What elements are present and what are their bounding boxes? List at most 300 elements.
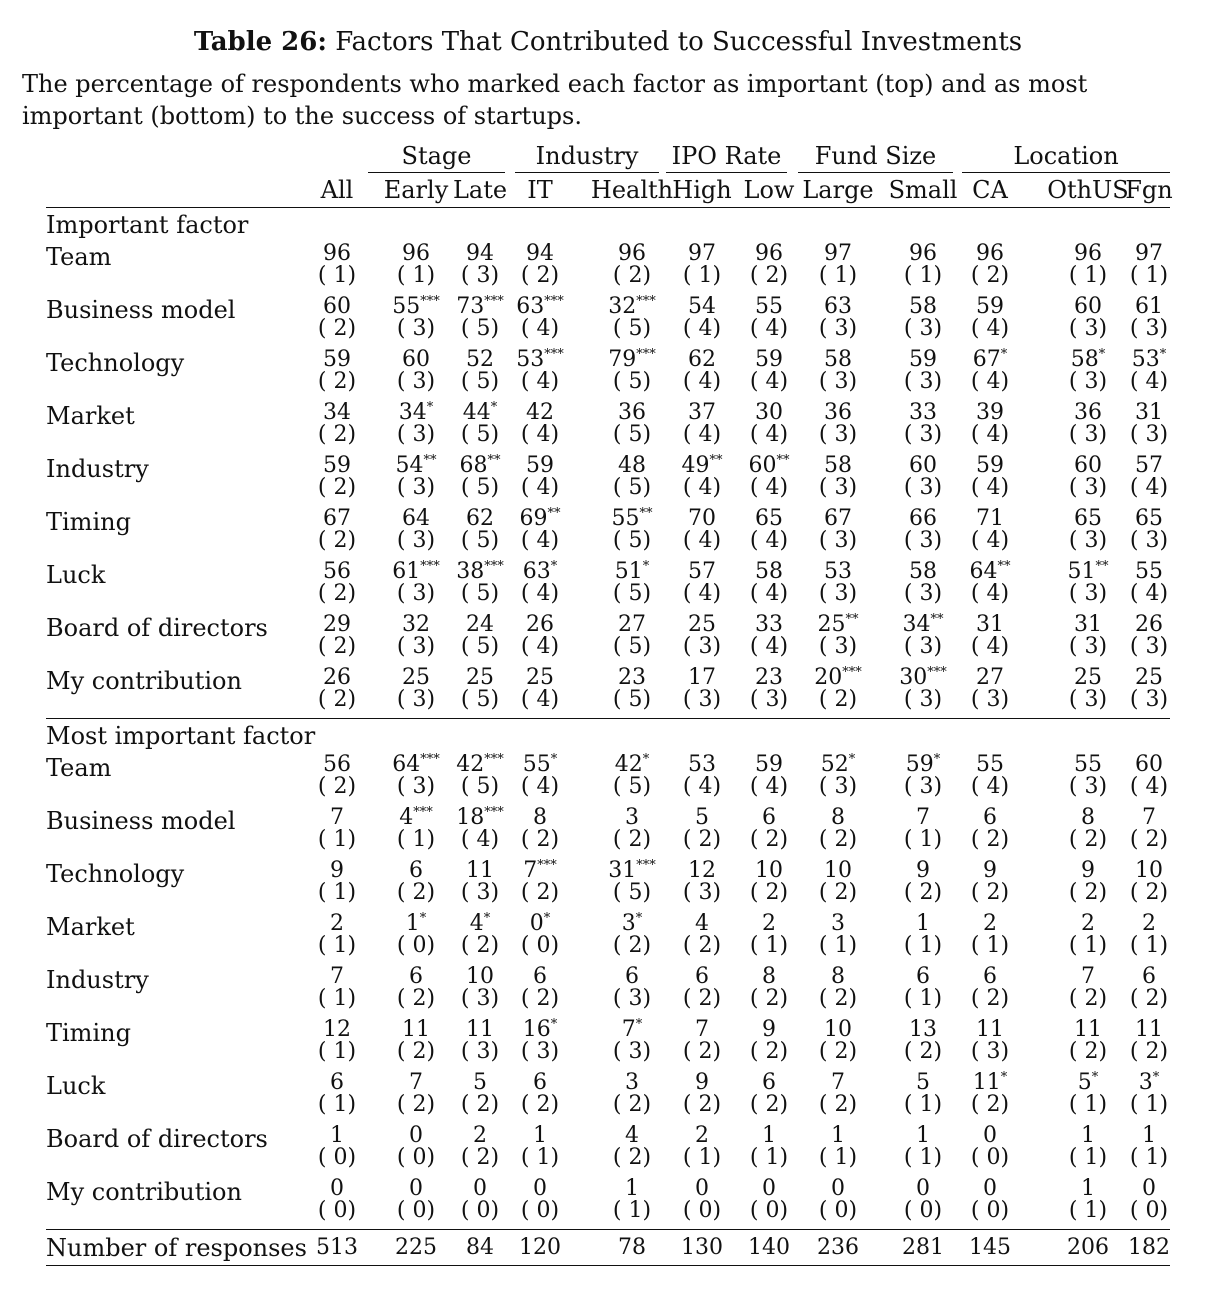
significance-stars: * <box>1000 1070 1008 1085</box>
table-cell <box>667 612 737 658</box>
cell-percent <box>667 294 737 318</box>
cell-rank: ( 2) <box>903 880 943 905</box>
table-cell <box>597 294 667 340</box>
cell-percent <box>888 805 958 829</box>
table-cell <box>803 752 873 798</box>
responses-row <box>46 1231 1170 1265</box>
cell-value: 0 <box>409 1176 423 1201</box>
cell-value: 6 <box>983 805 997 830</box>
cell-percent <box>803 1017 873 1041</box>
table-cell <box>381 858 451 904</box>
response-count: 140 <box>748 1235 790 1260</box>
cell-rank: ( 2) <box>903 1039 943 1064</box>
cell-value: 32 <box>608 294 637 319</box>
cell-value: 29 <box>323 612 351 637</box>
cell-value: 6 <box>625 964 639 989</box>
cell-value: 32 <box>402 612 430 637</box>
cell-percent <box>302 911 372 935</box>
cell-rank: ( 4) <box>749 369 789 394</box>
significance-stars: *** <box>927 665 947 680</box>
cell-rank: ( 1) <box>317 1039 357 1064</box>
cell-percent <box>1053 858 1123 882</box>
cell-value: 3 <box>625 1070 639 1095</box>
cell-rank: ( 3) <box>1068 475 1108 500</box>
cell-rank: ( 2) <box>682 933 722 958</box>
cell-rank: ( 4) <box>1129 369 1169 394</box>
table-cell <box>888 665 958 711</box>
cell-percent <box>803 665 873 689</box>
cell-value: 4 <box>469 911 484 936</box>
cell-percent <box>381 453 451 477</box>
cell-percent <box>381 805 451 829</box>
cell-value: 62 <box>466 506 494 531</box>
cell-value: 7 <box>916 805 930 830</box>
significance-stars: * <box>1098 347 1106 362</box>
cell-rank: ( 3) <box>396 316 436 341</box>
cell-percent <box>803 1176 873 1200</box>
cell-value: 59 <box>526 453 554 478</box>
cell-rank: ( 4) <box>520 475 560 500</box>
cell-value: 11 <box>1074 1017 1102 1042</box>
table-cell <box>1114 752 1184 798</box>
significance-stars: *** <box>537 858 557 873</box>
table-cell <box>667 964 737 1010</box>
cell-value: 6 <box>409 858 423 883</box>
significance-stars: ** <box>997 559 1011 574</box>
cell-value: 25 <box>1135 665 1163 690</box>
table-row <box>46 506 1170 559</box>
cell-percent <box>1114 964 1184 988</box>
column-group-rule <box>515 172 659 173</box>
cell-rank: ( 2) <box>1068 1039 1108 1064</box>
cell-value: 59 <box>323 453 351 478</box>
column-group-ipo-rate <box>666 141 787 171</box>
cell-rank: ( 3) <box>612 986 652 1011</box>
table-cell <box>381 453 451 499</box>
table-cell <box>505 294 575 340</box>
cell-percent <box>1114 805 1184 829</box>
cell-rank: ( 3) <box>396 422 436 447</box>
cell-value: 63 <box>824 294 852 319</box>
cell-percent <box>955 612 1025 636</box>
row-label: Luck <box>46 1072 106 1100</box>
cell-percent <box>1053 294 1123 318</box>
cell-value: 33 <box>909 400 937 425</box>
significance-stars: * <box>483 911 491 926</box>
cell-value: 10 <box>1135 858 1163 883</box>
table-cell <box>667 1017 737 1063</box>
cell-percent <box>888 752 958 776</box>
table-row <box>46 911 1170 964</box>
cell-percent <box>1053 665 1123 689</box>
cell-value: 55 <box>1074 752 1102 777</box>
cell-value: 42 <box>456 752 485 777</box>
cell-rank: ( 3) <box>903 422 943 447</box>
table-cell <box>734 1070 804 1116</box>
table-row <box>46 1070 1170 1123</box>
cell-percent <box>667 1123 737 1147</box>
significance-stars: ** <box>547 506 561 521</box>
cell-rank: ( 1) <box>317 1092 357 1117</box>
cell-percent <box>955 858 1025 882</box>
cell-rank: ( 4) <box>749 475 789 500</box>
table-cell <box>1053 612 1123 658</box>
cell-value: 60 <box>323 294 351 319</box>
cell-rank: ( 4) <box>520 634 560 659</box>
cell-percent <box>505 1070 575 1094</box>
table-cell <box>1053 347 1123 393</box>
table-number: Table 26: <box>193 27 327 57</box>
table-cell <box>734 294 804 340</box>
cell-percent <box>803 964 873 988</box>
cell-rank: ( 0) <box>682 1198 722 1223</box>
cell-value: 53 <box>824 559 852 584</box>
significance-stars: *** <box>544 347 564 362</box>
cell-value: 1 <box>916 911 930 936</box>
table-row <box>46 294 1170 347</box>
table-cell <box>1114 400 1184 446</box>
cell-rank: ( 1) <box>1068 263 1108 288</box>
cell-value: 58 <box>755 559 783 584</box>
cell-rank: ( 0) <box>396 933 436 958</box>
cell-percent <box>734 1017 804 1041</box>
cell-percent <box>734 453 804 477</box>
cell-value: 53 <box>516 347 545 372</box>
table-cell <box>955 506 1025 552</box>
cell-value: 79 <box>608 347 637 372</box>
cell-percent <box>1053 559 1123 583</box>
table-title-text: Factors That Contributed to Successful Investments <box>335 27 1023 57</box>
table-cell <box>505 453 575 499</box>
cell-value: 65 <box>1074 506 1102 531</box>
column-group-label: Stage <box>401 142 472 170</box>
cell-rank: ( 2) <box>460 933 500 958</box>
significance-stars: ** <box>487 453 501 468</box>
table-cell <box>955 453 1025 499</box>
table-cell <box>667 858 737 904</box>
cell-value: 8 <box>831 805 845 830</box>
cell-percent <box>597 911 667 935</box>
table-cell <box>734 805 804 851</box>
table-cell <box>955 241 1025 287</box>
table-cell <box>734 858 804 904</box>
cell-rank: ( 2) <box>682 827 722 852</box>
table-cell <box>803 858 873 904</box>
table-cell <box>888 559 958 605</box>
cell-value: 10 <box>824 1017 852 1042</box>
cell-rank: ( 4) <box>520 687 560 712</box>
cell-rank: ( 2) <box>682 1039 722 1064</box>
cell-percent <box>955 805 1025 829</box>
cell-percent <box>597 506 667 530</box>
table-cell <box>505 347 575 393</box>
cell-percent <box>597 1176 667 1200</box>
cell-percent <box>955 400 1025 424</box>
cell-percent <box>1114 347 1184 371</box>
table-row <box>46 665 1170 718</box>
cell-value: 53 <box>1131 347 1160 372</box>
cell-percent <box>381 241 451 265</box>
cell-value: 70 <box>688 506 716 531</box>
table-cell <box>505 911 575 957</box>
cell-value: 55 <box>611 506 640 531</box>
cell-rank: ( 2) <box>317 774 357 799</box>
cell-value: 10 <box>466 964 494 989</box>
significance-stars: * <box>543 911 551 926</box>
table-cell <box>381 1123 451 1169</box>
cell-rank: ( 2) <box>749 1039 789 1064</box>
table-cell <box>1114 612 1184 658</box>
cell-value: 59 <box>976 453 1004 478</box>
cell-rank: ( 4) <box>520 774 560 799</box>
column-header-small: Small <box>888 176 958 204</box>
cell-value: 1 <box>625 1176 639 1201</box>
cell-rank: ( 2) <box>612 1092 652 1117</box>
cell-rank: ( 1) <box>818 263 858 288</box>
table-cell <box>803 241 873 287</box>
cell-rank: ( 2) <box>970 827 1010 852</box>
cell-rank: ( 2) <box>396 880 436 905</box>
cell-value: 58 <box>909 559 937 584</box>
cell-rank: ( 3) <box>903 528 943 553</box>
cell-value: 5 <box>473 1070 487 1095</box>
table-row <box>46 858 1170 911</box>
table-row <box>46 805 1170 858</box>
cell-value: 54 <box>395 453 424 478</box>
cell-value: 25 <box>817 612 846 637</box>
cell-percent <box>888 506 958 530</box>
cell-percent <box>302 294 372 318</box>
table-cell <box>1053 911 1123 957</box>
cell-rank: ( 2) <box>396 1039 436 1064</box>
table-cell <box>1114 559 1184 605</box>
cell-percent <box>505 911 575 935</box>
cell-value: 7 <box>1081 964 1095 989</box>
cell-percent <box>597 964 667 988</box>
significance-stars: *** <box>484 805 504 820</box>
row-label: Industry <box>46 966 149 994</box>
cell-rank: ( 3) <box>396 369 436 394</box>
cell-value: 30 <box>899 665 928 690</box>
table-title <box>0 26 1212 58</box>
table-cell <box>381 1017 451 1063</box>
cell-value: 67 <box>824 506 852 531</box>
cell-rank: ( 2) <box>970 986 1010 1011</box>
table-cell <box>667 506 737 552</box>
cell-rank: ( 1) <box>749 933 789 958</box>
cell-rank: ( 5) <box>612 422 652 447</box>
cell-percent <box>667 665 737 689</box>
table-cell <box>302 1070 372 1116</box>
cell-rank: ( 2) <box>749 986 789 1011</box>
cell-percent <box>302 347 372 371</box>
cell-rank: ( 4) <box>520 581 560 606</box>
cell-rank: ( 0) <box>903 1198 943 1223</box>
cell-value: 1 <box>831 1123 845 1148</box>
cell-percent <box>955 1123 1025 1147</box>
cell-value: 2 <box>762 911 776 936</box>
cell-value: 26 <box>526 612 554 637</box>
cell-percent <box>888 612 958 636</box>
significance-stars: *** <box>544 294 564 309</box>
table-cell <box>955 964 1025 1010</box>
column-header-late: Late <box>452 176 508 204</box>
cell-rank: ( 2) <box>1129 986 1169 1011</box>
cell-value: 55 <box>392 294 421 319</box>
column-header-row <box>46 174 1173 207</box>
row-label: Business model <box>46 296 236 324</box>
cell-percent <box>1114 1176 1184 1200</box>
cell-percent <box>505 453 575 477</box>
cell-value: 9 <box>983 858 997 883</box>
row-label: Industry <box>46 455 149 483</box>
cell-value: 5 <box>1077 1070 1092 1095</box>
cell-percent <box>803 1070 873 1094</box>
cell-value: 58 <box>909 294 937 319</box>
table-cell <box>803 559 873 605</box>
cell-rank: ( 1) <box>1129 933 1169 958</box>
cell-value: 51 <box>1067 559 1096 584</box>
cell-percent <box>955 1070 1025 1094</box>
cell-value: 44 <box>462 400 491 425</box>
cell-value: 51 <box>614 559 643 584</box>
table-cell <box>667 400 737 446</box>
cell-percent <box>667 858 737 882</box>
cell-value: 20 <box>814 665 843 690</box>
table-cell <box>1114 506 1184 552</box>
column-group-stage <box>368 141 505 171</box>
cell-value: 36 <box>618 400 646 425</box>
table-cell <box>597 1017 667 1063</box>
cell-percent <box>734 964 804 988</box>
cell-rank: ( 3) <box>1129 422 1169 447</box>
cell-value: 33 <box>755 612 783 637</box>
cell-rank: ( 2) <box>520 827 560 852</box>
table-cell <box>955 665 1025 711</box>
cell-rank: ( 1) <box>970 933 1010 958</box>
significance-stars: *** <box>484 294 504 309</box>
table-cell <box>1053 1176 1123 1222</box>
table-cell <box>505 506 575 552</box>
cell-rank: ( 2) <box>460 1092 500 1117</box>
cell-rank: ( 2) <box>1129 827 1169 852</box>
table-row <box>46 347 1170 400</box>
table-cell <box>597 858 667 904</box>
table-cell <box>888 400 958 446</box>
cell-percent <box>667 241 737 265</box>
column-group-label: IPO Rate <box>671 142 782 170</box>
cell-rank: ( 3) <box>396 475 436 500</box>
table-row <box>46 241 1170 294</box>
cell-value: 7 <box>523 858 538 883</box>
table-cell <box>302 241 372 287</box>
cell-value: 0 <box>409 1123 423 1148</box>
row-label: My contribution <box>46 667 242 695</box>
column-header-othus: OthUS <box>1047 176 1129 204</box>
cell-rank: ( 5) <box>460 528 500 553</box>
cell-value: 68 <box>459 453 488 478</box>
cell-value: 10 <box>755 858 783 883</box>
cell-rank: ( 3) <box>1068 369 1108 394</box>
cell-rank: ( 2) <box>317 369 357 394</box>
cell-percent <box>381 347 451 371</box>
cell-percent <box>597 665 667 689</box>
response-count: 225 <box>395 1235 437 1260</box>
cell-percent <box>734 506 804 530</box>
table-cell <box>888 911 958 957</box>
cell-value: 7 <box>1142 805 1156 830</box>
cell-rank: ( 1) <box>396 263 436 288</box>
cell-percent <box>734 752 804 776</box>
column-group-label: Fund Size <box>814 142 937 170</box>
cell-rank: ( 3) <box>396 634 436 659</box>
cell-rank: ( 0) <box>460 1198 500 1223</box>
table-cell <box>803 294 873 340</box>
cell-value: 56 <box>323 559 351 584</box>
cell-value: 52 <box>466 347 494 372</box>
cell-percent <box>597 241 667 265</box>
row-label: Team <box>46 243 112 271</box>
cell-rank: ( 2) <box>1129 880 1169 905</box>
cell-value: 31 <box>608 858 637 883</box>
cell-percent <box>1114 400 1184 424</box>
cell-percent <box>803 506 873 530</box>
cell-rank: ( 3) <box>682 880 722 905</box>
cell-percent <box>667 1070 737 1094</box>
cell-percent <box>505 612 575 636</box>
cell-value: 60 <box>1135 752 1163 777</box>
cell-rank: ( 1) <box>1068 933 1108 958</box>
table-cell <box>955 805 1025 851</box>
cell-value: 54 <box>688 294 716 319</box>
cell-rank: ( 0) <box>970 1145 1010 1170</box>
table-cell <box>803 1123 873 1169</box>
cell-rank: ( 1) <box>317 263 357 288</box>
cell-percent <box>955 665 1025 689</box>
column-header-ca: CA <box>972 176 1008 204</box>
cell-rank: ( 2) <box>612 827 652 852</box>
table-cell <box>597 241 667 287</box>
cell-percent <box>667 453 737 477</box>
row-label: Board of directors <box>46 1125 268 1153</box>
cell-percent <box>302 506 372 530</box>
cell-value: 73 <box>456 294 485 319</box>
cell-rank: ( 3) <box>460 986 500 1011</box>
table-cell <box>1114 665 1184 711</box>
cell-percent <box>667 612 737 636</box>
cell-value: 67 <box>323 506 351 531</box>
cell-percent <box>302 1123 372 1147</box>
table-cell <box>955 911 1025 957</box>
cell-value: 55 <box>976 752 1004 777</box>
row-label: Timing <box>46 1019 131 1047</box>
cell-value: 34 <box>398 400 427 425</box>
column-header-fgn: Fgn <box>1125 176 1173 204</box>
cell-rank: ( 4) <box>970 581 1010 606</box>
cell-rank: ( 3) <box>1068 422 1108 447</box>
column-group-location <box>962 141 1170 171</box>
table-cell <box>1053 241 1123 287</box>
table-cell <box>1053 1070 1123 1116</box>
significance-stars: *** <box>636 858 656 873</box>
table-cell <box>888 1176 958 1222</box>
cell-value: 4 <box>695 911 709 936</box>
cell-rank: ( 3) <box>1129 634 1169 659</box>
cell-value: 0 <box>695 1176 709 1201</box>
cell-rank: ( 3) <box>682 687 722 712</box>
column-group-rule <box>798 172 953 173</box>
cell-rank: ( 5) <box>460 475 500 500</box>
